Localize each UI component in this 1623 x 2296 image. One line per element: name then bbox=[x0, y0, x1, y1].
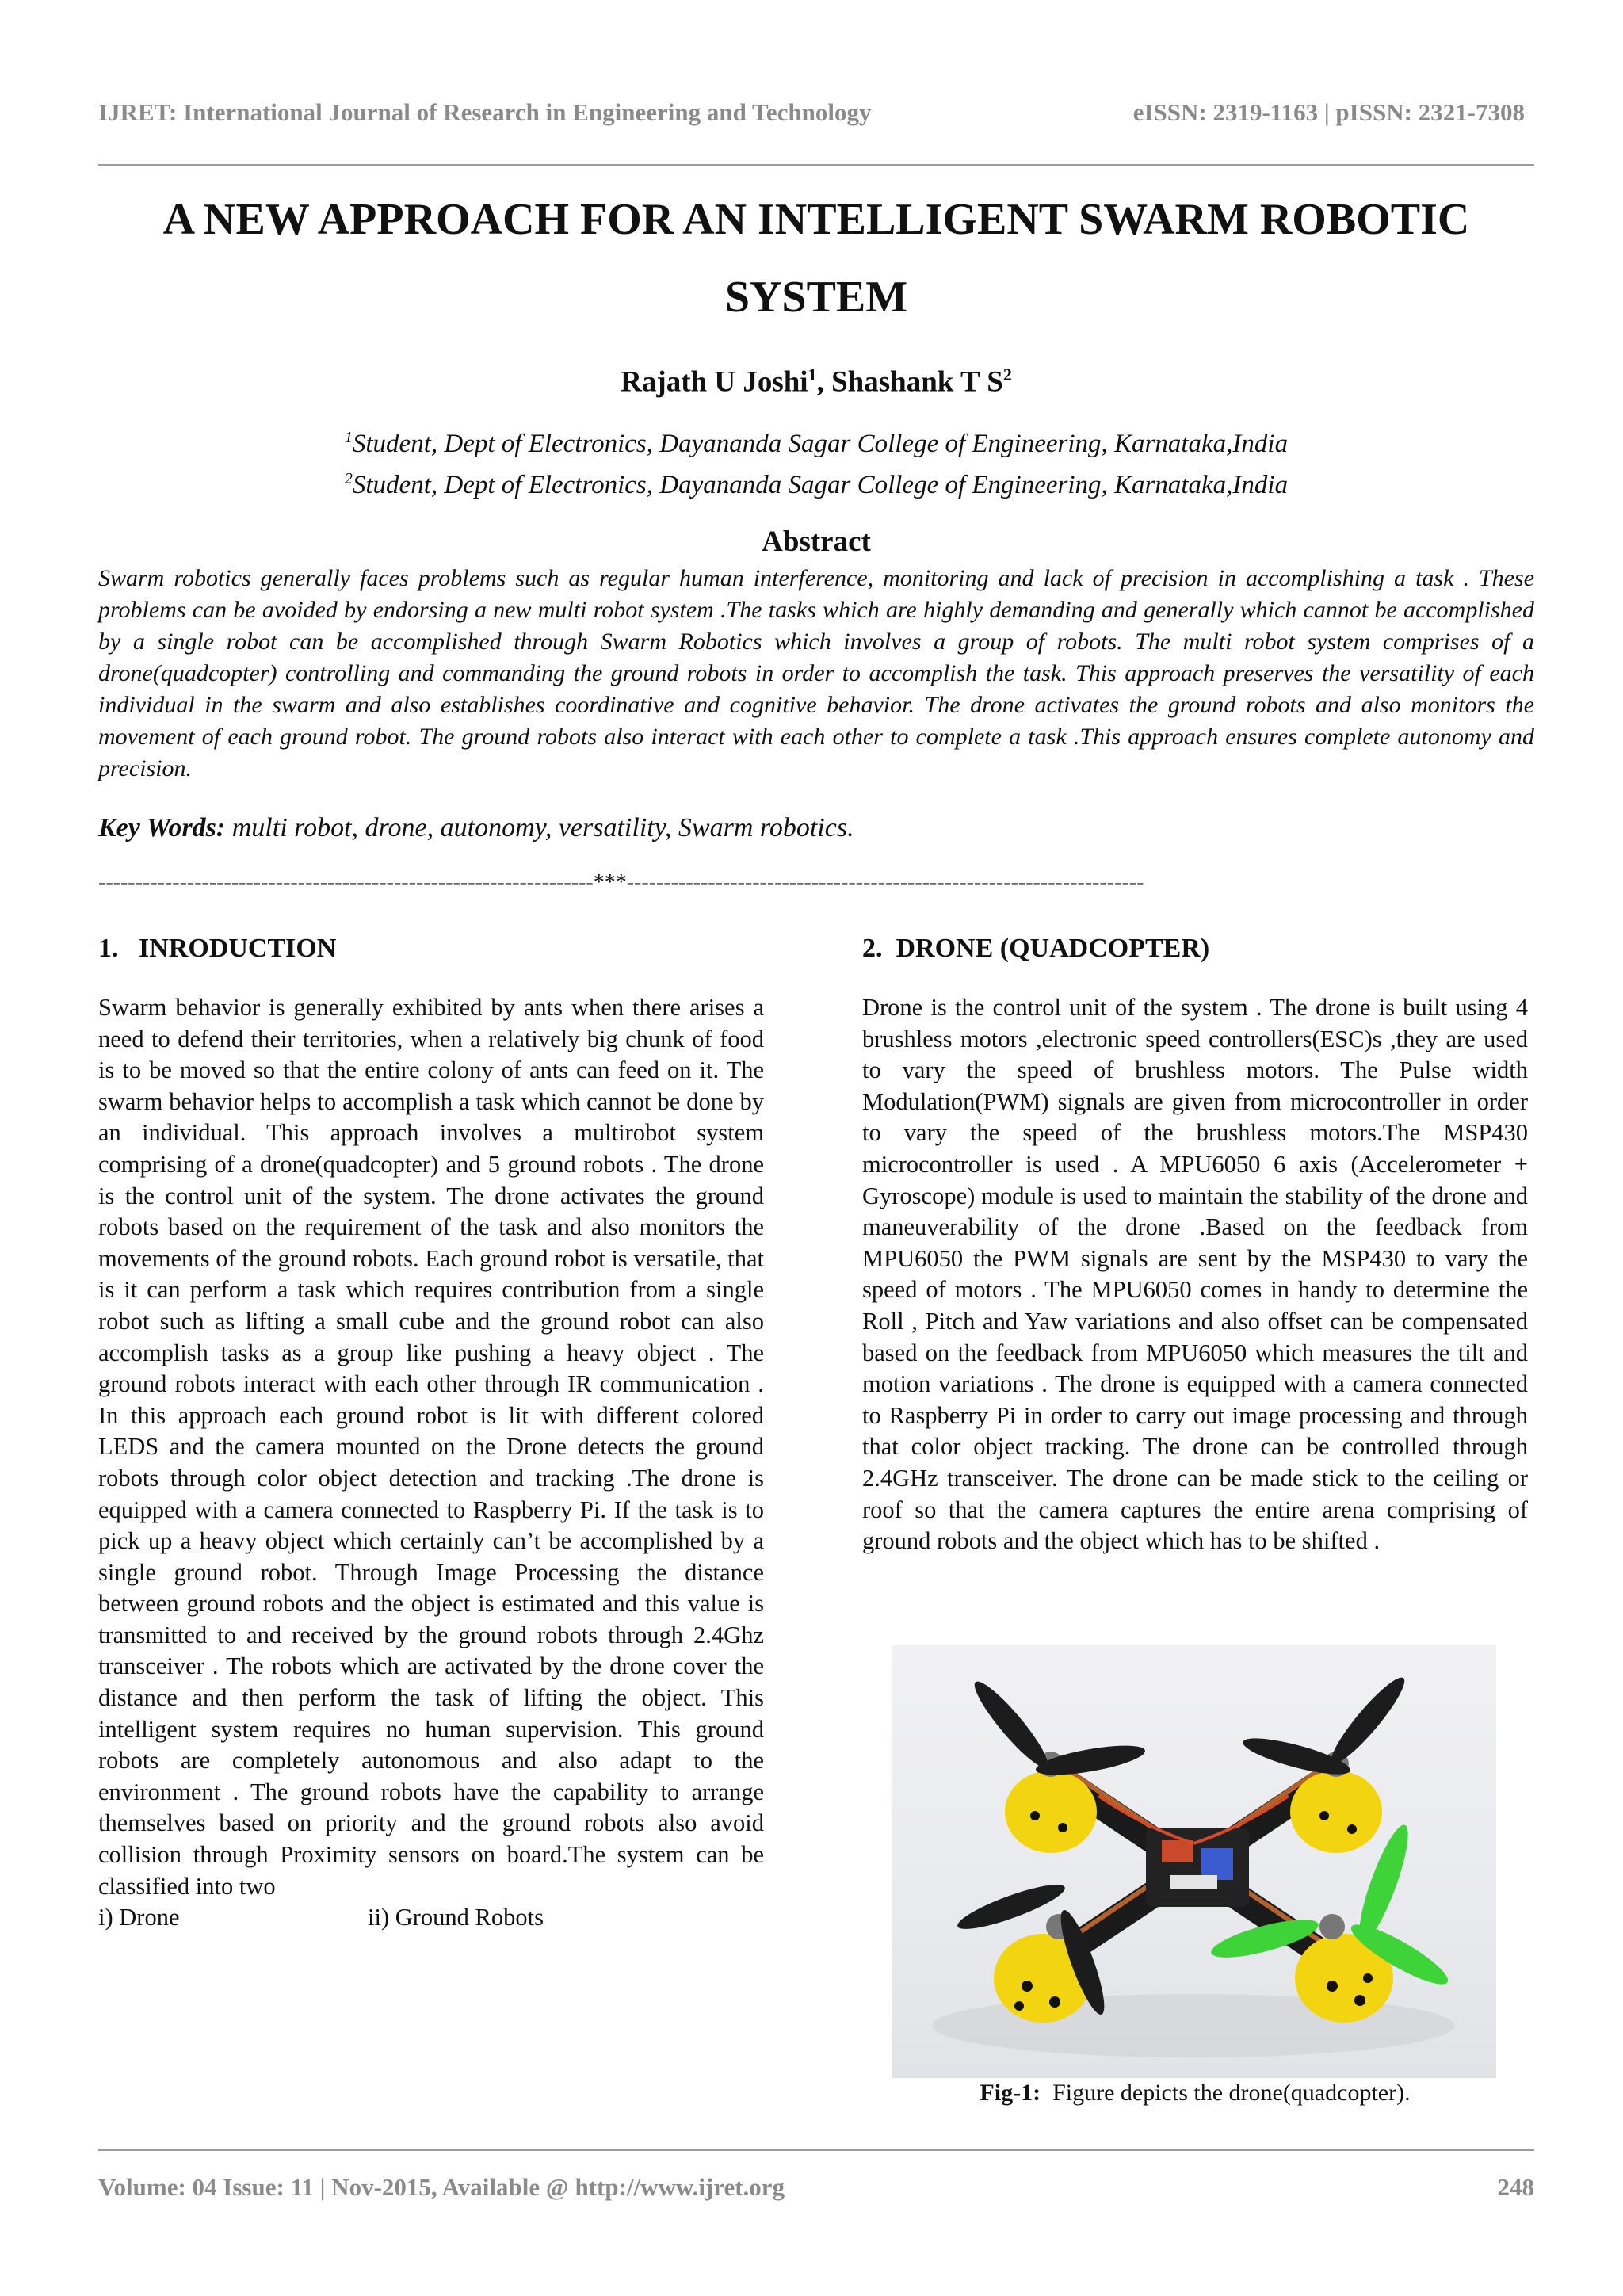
journal-name: IJRET: International Journal of Research in Engineering and Technology bbox=[98, 98, 872, 126]
affiliation-2 bbox=[98, 461, 1534, 502]
volume-info: Volume: 04 Issue: 11 | Nov-2015, Available @ http://www.ijret.org bbox=[98, 2173, 785, 2201]
list-item-ground-robots: ii) Ground Robots bbox=[368, 1904, 544, 1931]
keywords-text: multi robot, drone, autonomy, versatility, Swarm robotics. bbox=[225, 813, 854, 842]
keywords-label: Key Words: bbox=[98, 813, 226, 842]
section-1-heading: 1. INRODUCTION bbox=[98, 934, 337, 963]
column-left bbox=[98, 934, 764, 1934]
author-separator: , bbox=[816, 365, 832, 399]
affiliation-1 bbox=[98, 420, 1534, 461]
section-2-text: Drone is the control unit of the system . The drone is built using 4 brushless motors ,electronic speed controllers(ESC)s ,they are used to vary the speed of brushless motors. The Pulse width Modulation(PWM) signals are given from microcontroller in order to vary the speed of the brushless motors.The MSP430 microcontroller is used . A MPU6050 6 axis (Accelerometer + Gyroscope) module is used to maintain the stability of the drone and maneuverability of the drone .Based on the feedback from MPU6050 the PWM signals are sent by the MSP430 to vary the speed of motors . The MPU6050 comes in handy to determine the Roll , Pitch and Yaw variations and also offset can be compensated based on the feedback from MPU6050 which measures the tilt and motion variations . The drone is equipped with a camera connected to Raspberry Pi in order to carry out image processing and through that color object tracking. The drone can be controlled through 2.4GHz transceiver. The drone can be made stick to the ceiling or roof so that the camera captures the entire arena comprising of ground robots and the object which has to be shifted . bbox=[862, 994, 1528, 1555]
affiliation-2-text: Student, Dept of Electronics, Dayananda Sagar College of Engineering, Karnataka,India bbox=[352, 471, 1289, 499]
author-1: Rajath U Joshi bbox=[621, 365, 808, 399]
author-2: Shashank T S bbox=[831, 365, 1003, 399]
column-right bbox=[862, 934, 1528, 1557]
section-2-heading: 2. DRONE (QUADCOPTER) bbox=[862, 934, 1210, 963]
abstract-text: Swarm robotics generally faces problems such as regular human interference, monitoring and lack of precision in accomplishing a task . These problems can be avoided by endorsing a new multi robot system .The tasks which are highly demanding and generally which cannot be accomplished by a single robot can be accomplished through Swarm Robotics which involves a group of robots. The multi robot system comprises of a drone(quadcopter) controlling and commanding the ground robots in order to accomplish the task. This approach preserves the versatility of each individual in the swarm and also establishes coordinative and cognitive behavior. The drone activates the ground robots and also monitors the movement of each ground robot. The ground robots also interact with each other to complete a task .This approach ensures complete autonomy and precision. bbox=[98, 565, 1534, 781]
header-rule bbox=[98, 164, 1534, 166]
figure-label: Fig-1: bbox=[980, 2080, 1041, 2106]
classification-list bbox=[98, 1902, 764, 1934]
author-2-sup: 2 bbox=[1002, 365, 1012, 384]
affiliation-1-sup: 1 bbox=[344, 429, 353, 446]
affiliations bbox=[98, 420, 1534, 502]
paper-title bbox=[98, 181, 1534, 336]
title-line-1: A NEW APPROACH FOR AN INTELLIGENT SWARM ROBOTIC bbox=[162, 195, 1470, 244]
figure-drone-photo bbox=[892, 1645, 1496, 2078]
figure-caption bbox=[862, 2080, 1528, 2107]
affiliation-1-text: Student, Dept of Electronics, Dayananda Sagar College of Engineering, Karnataka,India bbox=[352, 430, 1289, 458]
list-item-drone: i) Drone bbox=[98, 1904, 180, 1931]
running-header bbox=[98, 98, 1525, 130]
title-line-2: SYSTEM bbox=[724, 273, 908, 322]
affiliation-2-sup: 2 bbox=[344, 470, 353, 487]
abstract-heading: Abstract bbox=[762, 525, 871, 558]
footer-rule bbox=[98, 2149, 1534, 2151]
running-footer bbox=[98, 2173, 1534, 2205]
issn: eISSN: 2319-1163 | pISSN: 2321-7308 bbox=[1132, 98, 1525, 126]
keywords bbox=[98, 813, 1534, 843]
author-list bbox=[98, 365, 1534, 399]
section-1-text: Swarm behavior is generally exhibited by ants when there arises a need to defend their territories, when a relatively big chunk of food is to be moved so that the entire colony of ants can feed on it. The swarm behavior helps to accomplish a task which cannot be done by an individual. This approach involves a multirobot system comprising of a drone(quadcopter) and 5 ground robots . The drone is the control unit of the system. The drone activates the ground robots based on the requirement of the task and also monitors the movements of the ground robots. Each ground robot is versatile, that is it can perform a task which requires contribution from a single robot such as lifting a small cube and the ground robot can also accomplish tasks as a group like pushing a heavy object . The ground robots interact with each other through IR communication . In this approach each ground robot is lit with different colored LEDS and the camera mounted on the Drone detects the ground robots through color object detection and tracking .The drone is equipped with a camera connected to Raspberry Pi. If the task is to pick up a heavy object which certainly can’t be accomplished by a single ground robot. Through Image Processing the distance between ground robots and the object is estimated and this value is transmitted to and received by the ground robots through 2.4Ghz transceiver . The robots which are activated by the drone cover the distance and then perform the task of lifting the object. This intelligent system requires no human supervision. This ground robots are completely autonomous and also adapt to the environment . The ground robots have the capability to arrange themselves based on priority and the ground robots also avoid collision through Proximity sensors on board.The system can be classified into two bbox=[98, 994, 764, 1900]
section-separator: -------------------------------------------------------------------***---------------------------------------------------------------------- bbox=[98, 870, 1144, 895]
drone-illustration bbox=[892, 1645, 1496, 2078]
author-1-sup: 1 bbox=[808, 365, 817, 384]
figure-caption-text: Figure depicts the drone(quadcopter). bbox=[1041, 2080, 1411, 2106]
page-number: 248 bbox=[1497, 2173, 1534, 2201]
